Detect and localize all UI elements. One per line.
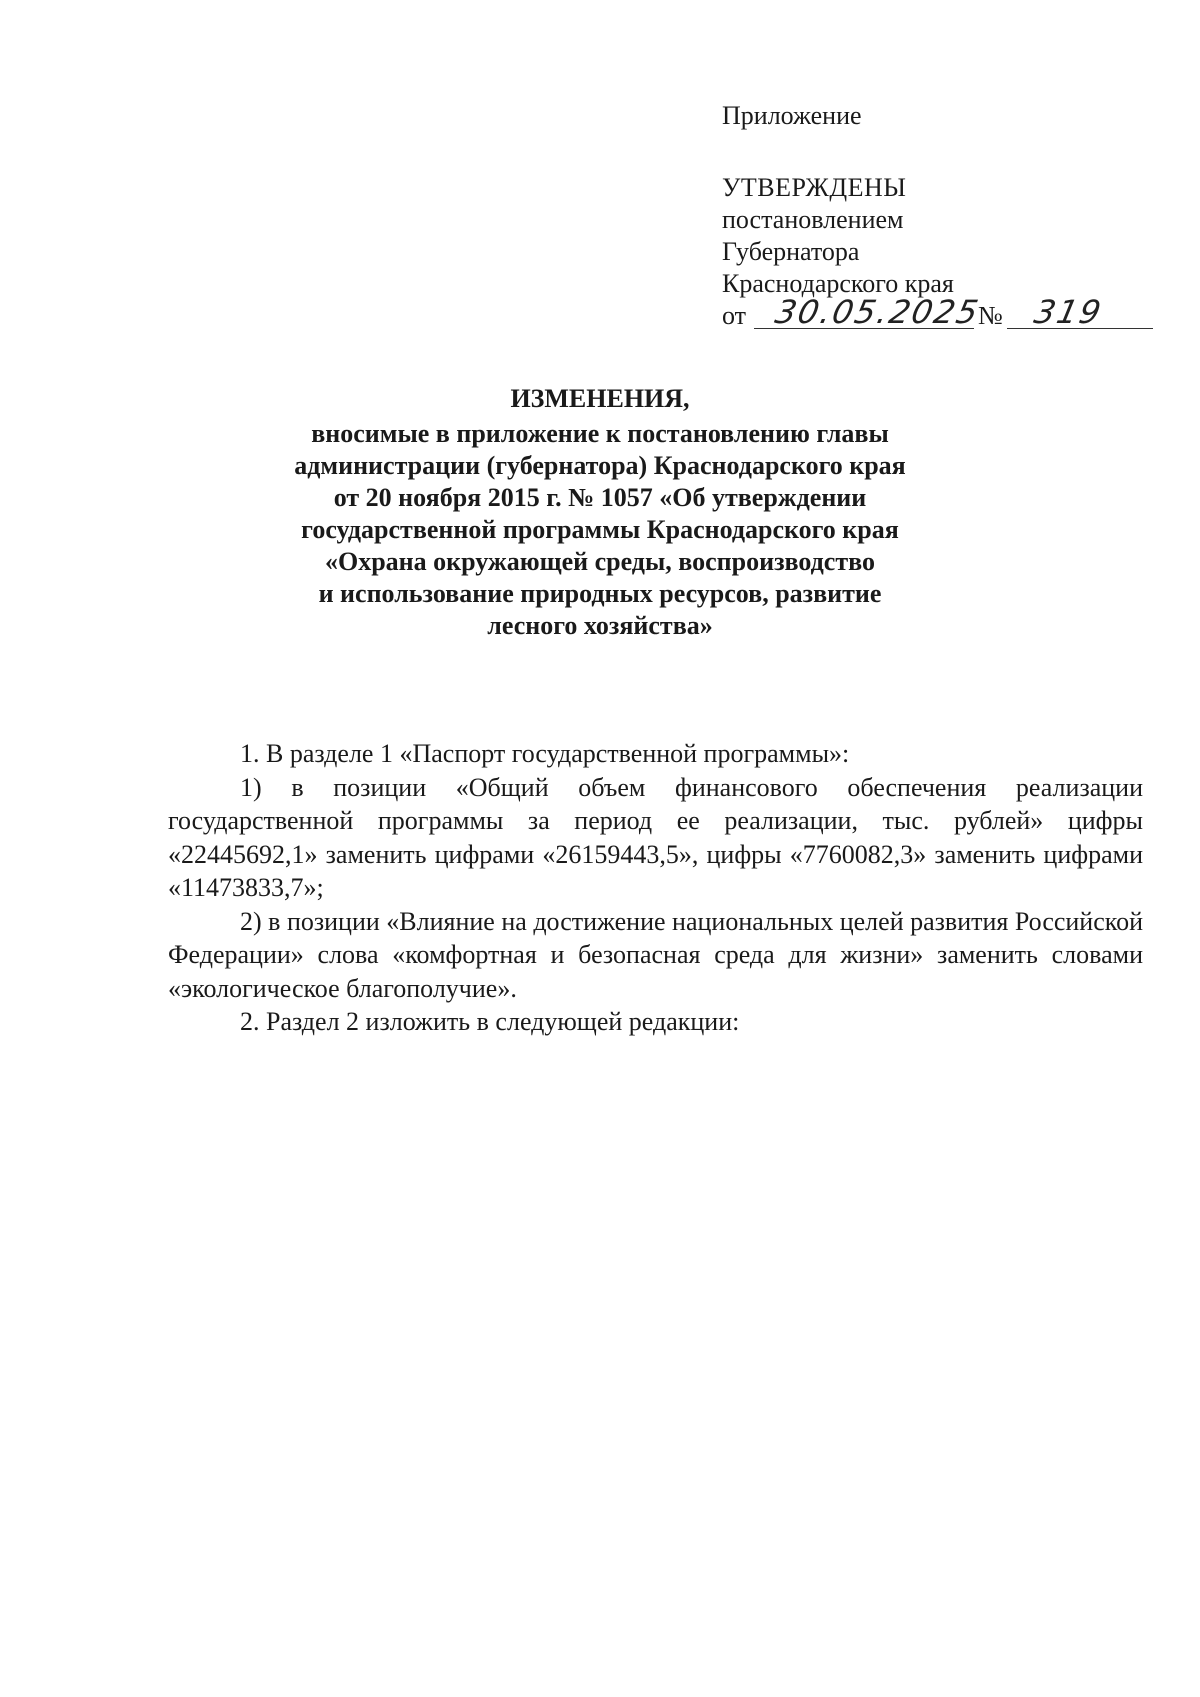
document-body	[168, 737, 1143, 1039]
title-main: ИЗМЕНЕНИЯ,	[510, 384, 690, 413]
document-title	[140, 383, 1060, 642]
handwritten-number: 319	[1030, 293, 1107, 331]
title-line: от 20 ноября 2015 г. № 1057 «Об утверждении	[333, 483, 867, 512]
handwritten-date: 30.05.2025	[771, 293, 984, 331]
number-field	[1007, 292, 1153, 329]
paragraph: 2) в позиции «Влияние на достижение национальных целей развития Российской Федерации» слова «комфортная и безопасная среда для жизни» заменить словами «экологическое благополучие».	[168, 906, 1143, 1003]
title-line: лесного хозяйства»	[487, 611, 713, 640]
approved-label: УТВЕРЖДЕНЫ	[722, 173, 907, 202]
paragraph: 1) в позиции «Общий объем финансового обеспечения реализации государственной программы за период ее реализации, тыс. рублей» цифры «22445692,1» заменить цифрами «26159443,5», цифры «7760082,3» заменить цифрами «11473833,7»;	[168, 772, 1143, 902]
title-line: вносимые в приложение к постановлению главы	[311, 419, 889, 448]
approval-block	[722, 100, 1142, 334]
date-field	[754, 292, 984, 331]
date-prefix: от	[722, 301, 747, 330]
title-line: государственной программы Краснодарского края	[301, 515, 899, 544]
number-prefix: №	[978, 301, 1003, 330]
appendix-label: Приложение	[722, 101, 862, 130]
approval-line-1: постановлением	[722, 205, 904, 234]
approval-line-3: Краснодарского края	[722, 269, 954, 298]
date-number-line	[722, 293, 1142, 334]
title-line: администрации (губернатора) Краснодарского края	[294, 451, 906, 480]
approval-line-2: Губернатора	[722, 237, 860, 266]
paragraph: 2. Раздел 2 изложить в следующей редакции:	[240, 1007, 740, 1036]
title-line: и использование природных ресурсов, развитие	[318, 579, 882, 608]
title-line: «Охрана окружающей среды, воспроизводство	[325, 547, 875, 576]
paragraph: 1. В разделе 1 «Паспорт государственной программы»:	[240, 739, 850, 768]
